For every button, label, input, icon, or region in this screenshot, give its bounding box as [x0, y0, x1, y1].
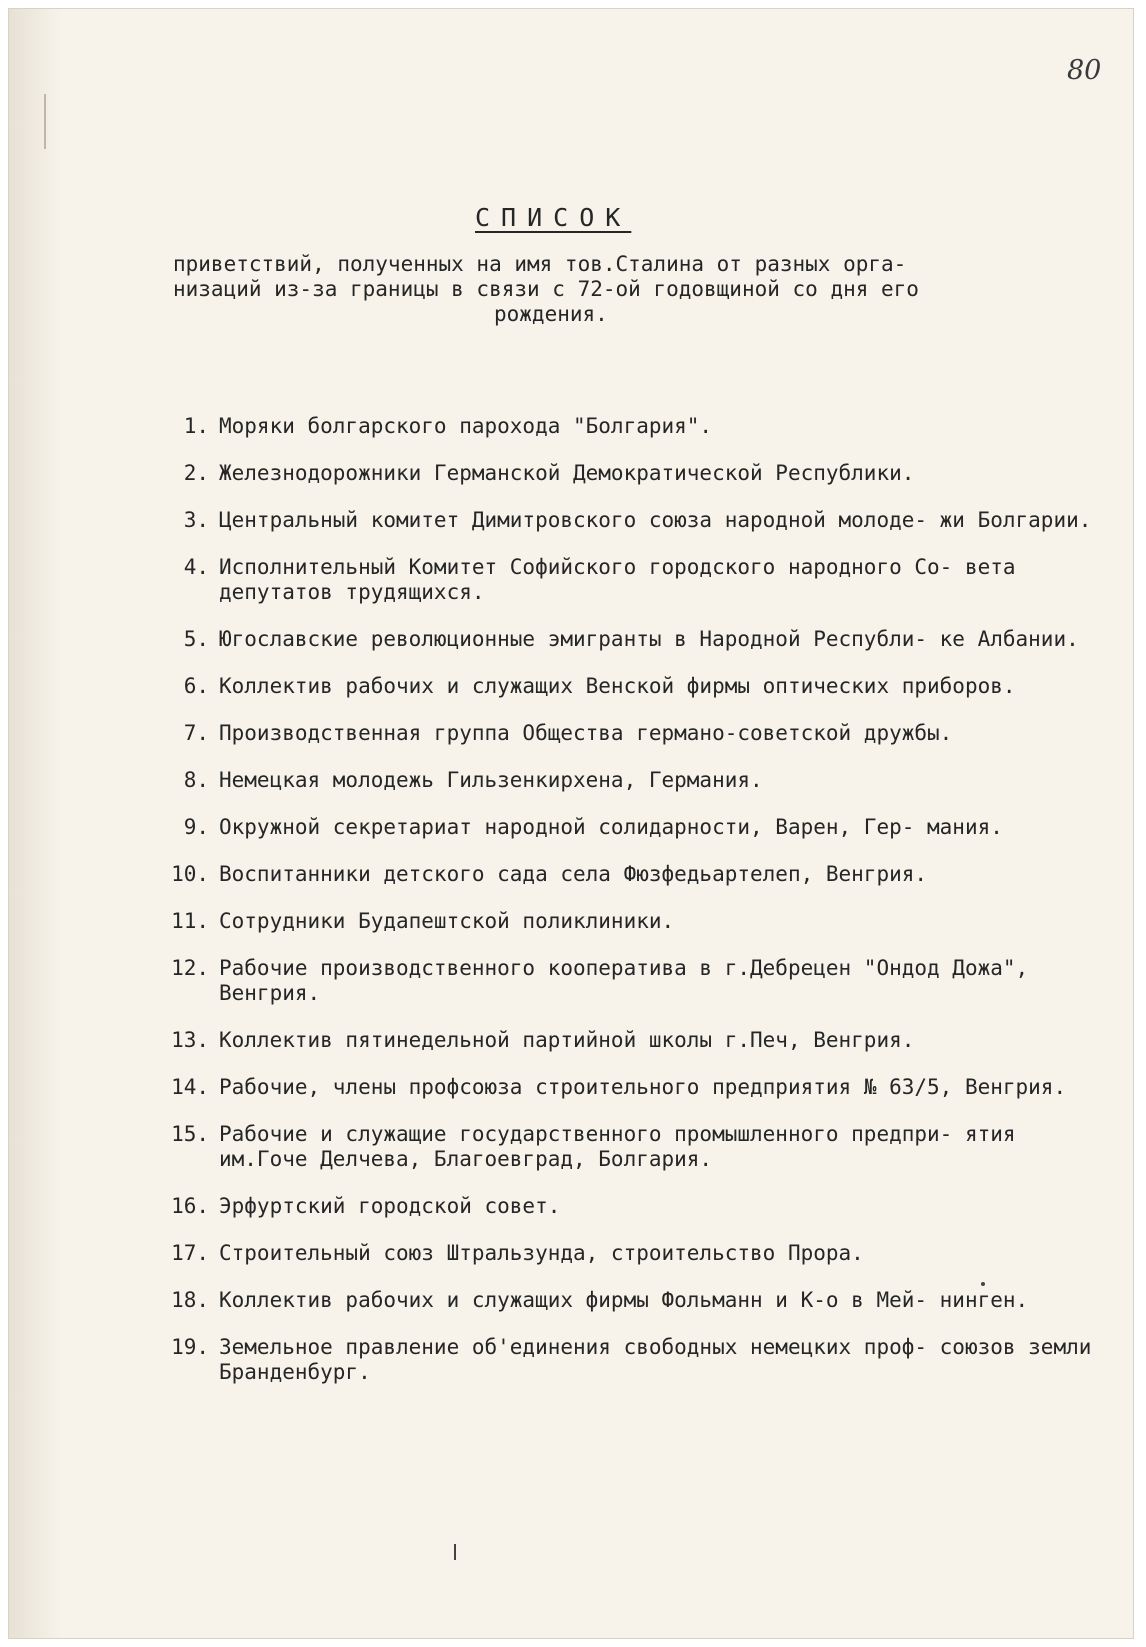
- list-item: [159, 627, 1109, 652]
- list-item: [159, 1194, 1109, 1219]
- subtitle-line: низаций из-за границы в связи с 72-ой годовщиной со дня его: [173, 277, 919, 301]
- list-item: [159, 768, 1109, 793]
- page-number: 80: [1067, 55, 1102, 86]
- item-number: 15.: [171, 1122, 209, 1146]
- list-item: [159, 815, 1109, 840]
- item-text: Коллектив рабочих и служащих фирмы Фольманн и К-о в Мей- нинген.: [219, 1288, 1029, 1312]
- item-text: Югославские революционные эмигранты в Народной Республи- ке Албании.: [219, 627, 1079, 651]
- document-sheet: [8, 8, 1134, 1639]
- list-item: [159, 555, 1109, 605]
- list-item: [159, 508, 1109, 533]
- item-number: 1.: [183, 414, 209, 438]
- item-number: 12.: [171, 956, 209, 980]
- item-text: Эрфуртский городской совет.: [219, 1194, 561, 1218]
- list-item: [159, 414, 1109, 439]
- item-number: 5.: [183, 627, 209, 651]
- item-number: 19.: [171, 1335, 209, 1359]
- item-text: Воспитанники детского сада села Фюзфедьартелеп, Венгрия.: [219, 862, 928, 886]
- document-subtitle: [173, 252, 919, 327]
- item-number: 13.: [171, 1028, 209, 1052]
- item-number: 6.: [183, 674, 209, 698]
- item-number: 4.: [183, 555, 209, 579]
- list-item: [159, 721, 1109, 746]
- list-item: [159, 1288, 1109, 1313]
- list-item: [159, 1028, 1109, 1053]
- list-item: [159, 909, 1109, 934]
- item-text: Железнодорожники Германской Демократической Республики.: [219, 461, 915, 485]
- item-number: 3.: [183, 508, 209, 532]
- binding-mark: [44, 94, 46, 149]
- list-item: [159, 674, 1109, 699]
- greetings-list: [159, 414, 1109, 1407]
- item-number: 16.: [171, 1194, 209, 1218]
- list-item: [159, 1122, 1109, 1172]
- item-number: 10.: [171, 862, 209, 886]
- ink-dot: [981, 1282, 985, 1286]
- list-item: [159, 862, 1109, 887]
- item-number: 8.: [183, 768, 209, 792]
- item-text: Окружной секретариат народной солидарности, Варен, Гер- мания.: [219, 815, 1003, 839]
- item-number: 17.: [171, 1241, 209, 1265]
- item-text: Коллектив пятинедельной партийной школы г.Печ, Венгрия.: [219, 1028, 915, 1052]
- item-text: Рабочие и служащие государственного промышленного предпри- ятия им.Гоче Делчева, Благоевград, Болгария.: [219, 1122, 1016, 1171]
- item-number: 2.: [183, 461, 209, 485]
- item-text: Производственная группа Общества германо-советской дружбы.: [219, 721, 953, 745]
- list-item: [159, 1335, 1109, 1385]
- list-item: [159, 1241, 1109, 1266]
- pencil-tick-mark: [454, 1544, 456, 1560]
- item-text: Сотрудники Будапештской поликлиники.: [219, 909, 675, 933]
- list-item: [159, 956, 1109, 1006]
- page-title: СПИСОК: [475, 203, 632, 232]
- subtitle-line: рождения.: [494, 302, 608, 326]
- item-number: 14.: [171, 1075, 209, 1099]
- item-number: 18.: [171, 1288, 209, 1312]
- item-number: 11.: [171, 909, 209, 933]
- item-text: Коллектив рабочих и служащих Венской фирмы оптических приборов.: [219, 674, 1016, 698]
- item-text: Строительный союз Штральзунда, строительство Прора.: [219, 1241, 864, 1265]
- list-item: [159, 1075, 1109, 1100]
- item-text: Исполнительный Комитет Софийского городского народного Со- вета депутатов трудящихся.: [219, 555, 1016, 604]
- list-item: [159, 461, 1109, 486]
- item-number: 7.: [183, 721, 209, 745]
- item-text: Немецкая молодежь Гильзенкирхена, Германия.: [219, 768, 763, 792]
- item-text: Центральный комитет Димитровского союза народной молоде- жи Болгарии.: [219, 508, 1092, 532]
- item-text: Земельное правление об'единения свободных немецких проф- союзов земли Бранденбург.: [219, 1335, 1092, 1384]
- subtitle-line: приветствий, полученных на имя тов.Сталина от разных орга-: [173, 252, 907, 276]
- item-number: 9.: [183, 815, 209, 839]
- page-edge-shadow: [9, 9, 61, 1638]
- item-text: Моряки болгарского парохода "Болгария".: [219, 414, 713, 438]
- item-text: Рабочие, члены профсоюза строительного предприятия № 63/5, Венгрия.: [219, 1075, 1067, 1099]
- item-text: Рабочие производственного кооператива в г.Дебрецен "Ондод Дожа", Венгрия.: [219, 956, 1029, 1005]
